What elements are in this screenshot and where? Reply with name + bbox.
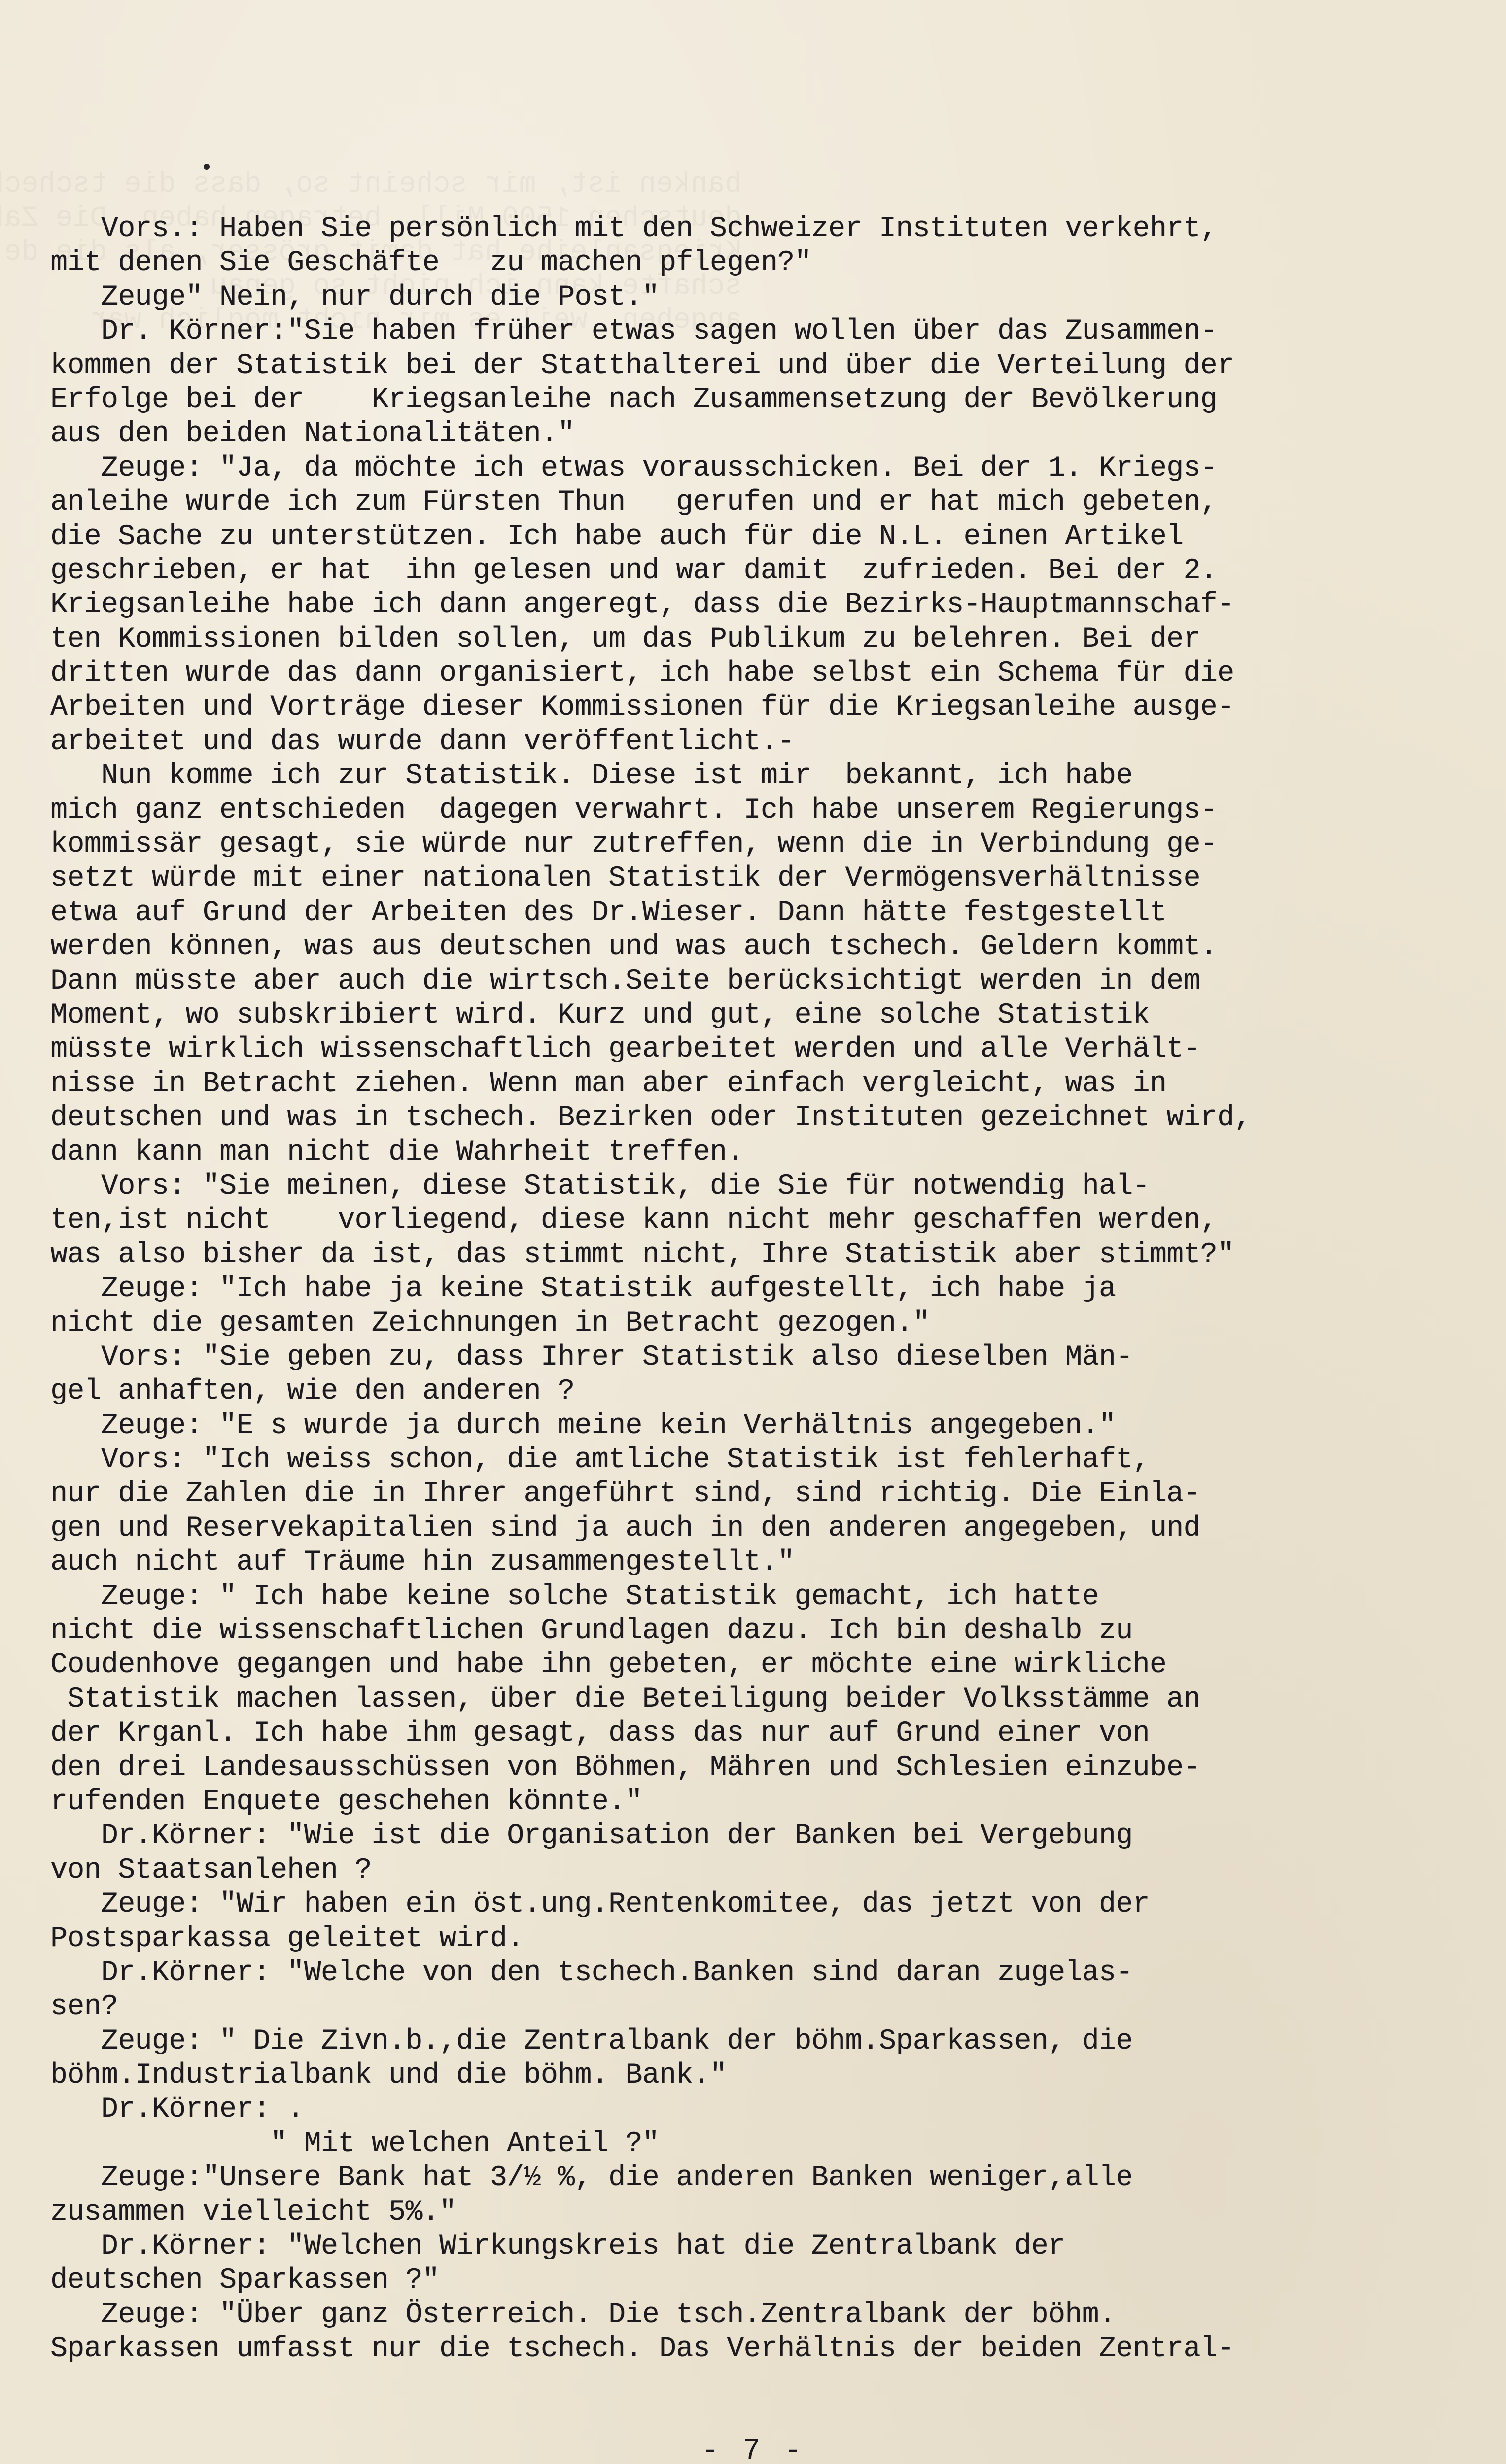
text-line: arbeitet und das wurde dann veröffentlicht.-	[50, 725, 795, 758]
text-line: Dr.Körner: "Wie ist die Organisation der Banken bei Vergebung	[50, 1820, 1133, 1852]
text-line: deutschen und was in tschech. Bezirken oder Instituten gezeichnet wird,	[50, 1102, 1251, 1134]
text-line: mit denen Sie Geschäfte zu machen pflegen?"	[50, 247, 811, 279]
text-line: Vors: "Ich weiss schon, die amtliche Statistik ist fehlerhaft,	[50, 1444, 1150, 1476]
text-line: sen?	[50, 1991, 118, 2023]
text-line: nisse in Betracht ziehen. Wenn man aber einfach vergleicht, was in	[50, 1067, 1167, 1100]
text-line: auch nicht auf Träume hin zusammengestellt."	[50, 1546, 795, 1579]
text-line: von Staatsanlehen ?	[50, 1854, 372, 1886]
text-line: geschrieben, er hat ihn gelesen und war damit zufrieden. Bei der 2.	[50, 554, 1218, 587]
text-line: Nun komme ich zur Statistik. Diese ist mir bekannt, ich habe	[50, 760, 1133, 792]
text-line: dann kann man nicht die Wahrheit treffen.	[50, 1136, 744, 1168]
ink-dot	[204, 164, 210, 170]
text-line: Zeuge: "Über ganz Österreich. Die tsch.Zentralbank der böhm.	[50, 2298, 1116, 2331]
text-line: Dr.Körner: "Welche von den tschech.Banken sind daran zugelas-	[50, 1956, 1133, 1989]
text-line: nicht die wissenschaftlichen Grundlagen dazu. Ich bin deshalb zu	[50, 1615, 1133, 1647]
text-line: Erfolge bei der Kriegsanleihe nach Zusammensetzung der Bevölkerung	[50, 383, 1218, 416]
text-line: der Krganl. Ich habe ihm gesagt, dass das nur auf Grund einer von	[50, 1717, 1150, 1750]
text-line: setzt würde mit einer nationalen Statistik der Vermögensverhältnisse	[50, 862, 1200, 895]
text-line: die Sache zu unterstützen. Ich habe auch für die N.L. einen Artikel	[50, 520, 1184, 553]
text-line: müsste wirklich wissenschaftlich gearbeitet werden und alle Verhält-	[50, 1033, 1200, 1066]
text-line: nicht die gesamten Zeichnungen in Betracht gezogen."	[50, 1307, 930, 1339]
text-line: Arbeiten und Vorträge dieser Kommissionen für die Kriegsanleihe ausge-	[50, 691, 1234, 724]
text-line: Zeuge:"Unsere Bank hat 3/½ %, die anderen Banken weniger,alle	[50, 2162, 1133, 2194]
text-line: Zeuge" Nein, nur durch die Post."	[50, 281, 660, 313]
text-line: Zeuge: " Die Zivn.b.,die Zentralbank der böhm.Sparkassen, die	[50, 2025, 1133, 2057]
text-line: gel anhaften, wie den anderen ?	[50, 1375, 575, 1408]
text-line: was also bisher da ist, das stimmt nicht, Ihre Statistik aber stimmt?"	[50, 1238, 1234, 1271]
typed-text-block	[50, 212, 1470, 2366]
text-line: aus den beiden Nationalitäten."	[50, 418, 575, 450]
text-line: werden können, was aus deutschen und was auch tschech. Geldern kommt.	[50, 931, 1218, 963]
text-line: dritten wurde das dann organisiert, ich habe selbst ein Schema für die	[50, 657, 1234, 690]
text-line: Dann müsste aber auch die wirtsch.Seite berücksichtigt werden in dem	[50, 965, 1200, 997]
text-line: Coudenhove gegangen und habe ihn gebeten, er möchte eine wirkliche	[50, 1649, 1167, 1681]
text-line: anleihe wurde ich zum Fürsten Thun gerufen und er hat mich gebeten,	[50, 486, 1218, 519]
page-number: - 7 -	[701, 2434, 805, 2464]
text-line: Vors: "Sie meinen, diese Statistik, die Sie für notwendig hal-	[50, 1170, 1150, 1202]
text-line: " Mit welchen Anteil ?"	[50, 2127, 660, 2160]
text-line: mich ganz entschieden dagegen verwahrt. Ich habe unserem Regierungs-	[50, 794, 1218, 826]
text-line: den drei Landesausschüssen von Böhmen, Mähren und Schlesien einzube-	[50, 1751, 1200, 1784]
text-line: Dr.Körner: "Welchen Wirkungskreis hat die Zentralbank der	[50, 2230, 1065, 2263]
text-line: Postsparkassa geleitet wird.	[50, 1922, 524, 1955]
text-line: kommen der Statistik bei der Statthalterei und über die Verteilung der	[50, 349, 1234, 382]
text-line: gen und Reservekapitalien sind ja auch in den anderen angegeben, und	[50, 1512, 1200, 1544]
text-line: Zeuge: " Ich habe keine solche Statistik gemacht, ich hatte	[50, 1580, 1099, 1613]
text-line: böhm.Industrialbank und die böhm. Bank."	[50, 2059, 727, 2092]
text-line: Vors.: Haben Sie persönlich mit den Schweizer Instituten verkehrt,	[50, 213, 1218, 245]
text-line: Dr. Körner:"Sie haben früher etwas sagen wollen über das Zusammen-	[50, 315, 1218, 348]
text-line: Vors: "Sie geben zu, dass Ihrer Statistik also dieselben Män-	[50, 1341, 1133, 1373]
text-line: ten Kommissionen bilden sollen, um das Publikum zu belehren. Bei der	[50, 623, 1200, 655]
text-line: Zeuge: "Wir haben ein öst.ung.Rentenkomitee, das jetzt von der	[50, 1888, 1150, 1921]
text-line: rufenden Enquete geschehen könnte."	[50, 1785, 642, 1818]
text-line: etwa auf Grund der Arbeiten des Dr.Wieser. Dann hätte festgestellt	[50, 896, 1167, 929]
text-line: Statistik machen lassen, über die Beteiligung beider Volksstämme an	[50, 1683, 1200, 1715]
text-line: Sparkassen umfasst nur die tschech. Das Verhältnis der beiden Zentral-	[50, 2333, 1234, 2365]
text-line: Zeuge: "Ich habe ja keine Statistik aufgestellt, ich habe ja	[50, 1273, 1116, 1305]
text-line: Kriegsanleihe habe ich dann angeregt, dass die Bezirks-Hauptmannschaf-	[50, 589, 1234, 621]
text-line: Zeuge: "E s wurde ja durch meine kein Verhältnis angegeben."	[50, 1409, 1116, 1442]
text-line: kommissär gesagt, sie würde nur zutreffen, wenn die in Verbindung ge-	[50, 828, 1218, 861]
text-line: Dr.Körner: .	[50, 2093, 304, 2126]
text-line: nur die Zahlen die in Ihrer angeführt sind, sind richtig. Die Einla-	[50, 1478, 1200, 1510]
text-line: Zeuge: "Ja, da möchte ich etwas vorausschicken. Bei der 1. Kriegs-	[50, 452, 1218, 484]
text-line: deutschen Sparkassen ?"	[50, 2264, 440, 2297]
text-line: ten,ist nicht vorliegend, diese kann nicht mehr geschaffen werden,	[50, 1204, 1218, 1237]
text-line: zusammen vielleicht 5%."	[50, 2196, 456, 2228]
text-line: Moment, wo subskribiert wird. Kurz und gut, eine solche Statistik	[50, 999, 1150, 1031]
